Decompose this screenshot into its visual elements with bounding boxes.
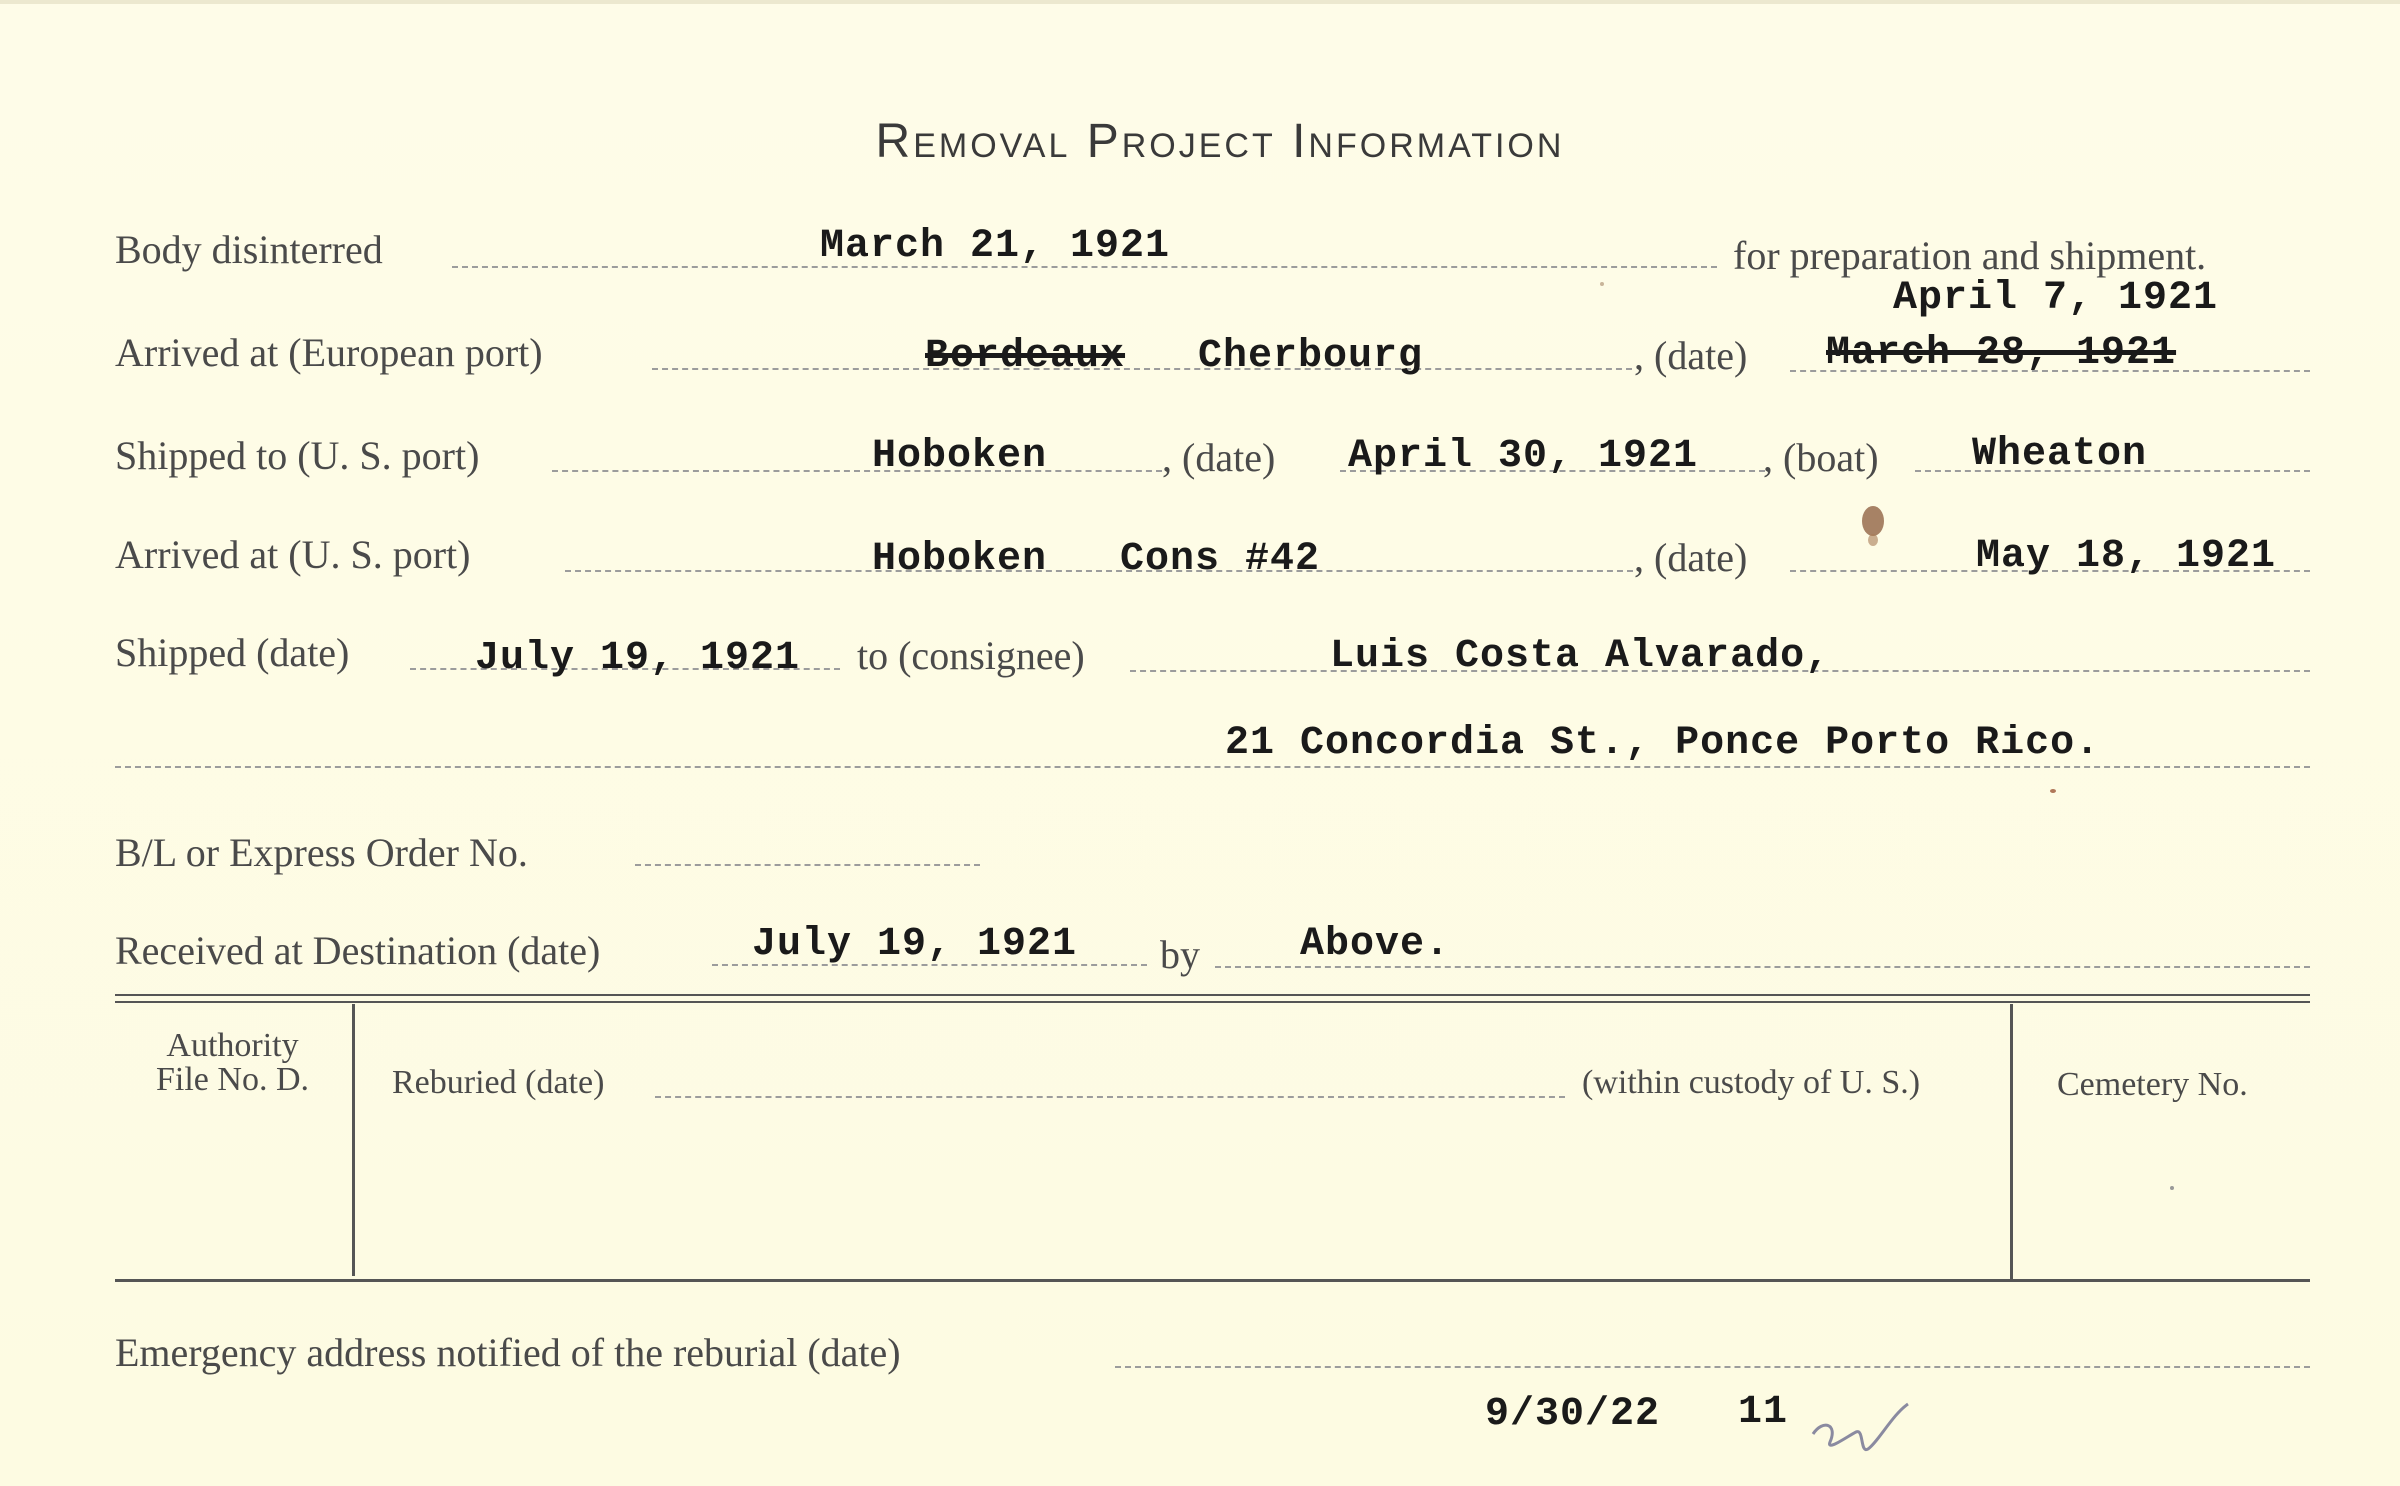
arrived-us-line (565, 570, 1633, 572)
received-label: Received at Destination (date) (115, 928, 601, 973)
shipped-us-boat: Wheaton (1972, 432, 2148, 477)
page-title (0, 114, 2400, 169)
page-title-text: Removal Project Information (875, 115, 1565, 168)
consignee-address: 21 Concordia St., Ponce Porto Rico. (1225, 721, 2101, 766)
arrived-us-note: Cons #42 (1120, 537, 1321, 582)
authority-cell (115, 1029, 350, 1097)
table-top-rule-2 (115, 1001, 2310, 1003)
received-by: Above. (1300, 922, 1451, 967)
authority-line2: File No. D. (156, 1061, 309, 1098)
body-disinterred-suffix: for preparation and shipment. (1733, 233, 2207, 278)
received-date: July 19, 1921 (752, 922, 1078, 967)
arrived-us-port: Hoboken (872, 537, 1048, 582)
shipped-us-boat-label: , (boat) (1763, 435, 1879, 480)
arrived-european-port: Cherbourg (1198, 334, 1424, 379)
arrived-european-date-struck: March 28, 1921 (1826, 331, 2177, 376)
ink-stain (1862, 506, 1884, 536)
cemetery-label: Cemetery No. (2057, 1066, 2248, 1103)
shipped-us-label: Shipped to (U. S. port) (115, 433, 480, 478)
bl-order-line (635, 864, 980, 866)
arrived-european-label: Arrived at (European port) (115, 330, 543, 375)
arrived-european-line (652, 368, 1632, 370)
speck (1600, 282, 1604, 286)
arrived-european-port-struck: Bordeaux (925, 334, 1126, 379)
address-line (115, 766, 2310, 768)
shipped-label: Shipped (date) (115, 630, 350, 675)
table-bottom-rule (115, 1279, 2310, 1282)
table-divider-left (352, 1004, 355, 1276)
table-divider-right (2010, 1004, 2013, 1279)
custody-label: (within custody of U. S.) (1582, 1064, 1921, 1101)
reburied-line (655, 1096, 1565, 1098)
handwritten-initials (1808, 1394, 1918, 1464)
shipped-us-date-label: , (date) (1162, 435, 1276, 480)
arrived-european-date-label: , (date) (1634, 333, 1748, 378)
arrived-european-date-above: April 7, 1921 (1893, 276, 2219, 321)
shipped-consignee: Luis Costa Alvarado, (1330, 634, 1831, 679)
footer-code: 11 (1738, 1390, 1789, 1435)
emergency-line (1115, 1366, 2310, 1368)
footer-date: 9/30/22 (1485, 1392, 1661, 1437)
authority-line1: Authority (166, 1027, 299, 1064)
shipped-consignee-label: to (consignee) (857, 633, 1085, 678)
received-by-label: by (1160, 932, 1200, 977)
speck (2050, 789, 2056, 793)
shipped-us-date: April 30, 1921 (1348, 434, 1699, 479)
shipped-us-line (552, 470, 1162, 472)
arrived-us-date: May 18, 1921 (1976, 534, 2277, 579)
ink-stain-small (1868, 534, 1878, 546)
shipped-date: July 19, 1921 (475, 636, 801, 681)
arrived-us-date-label: , (date) (1634, 535, 1748, 580)
emergency-label: Emergency address notified of the reburial (date) (115, 1330, 901, 1375)
reburied-label: Reburied (date) (392, 1064, 605, 1101)
shipped-us-port: Hoboken (872, 434, 1048, 479)
body-disinterred-label: Body disinterred (115, 227, 383, 272)
body-disinterred-value: March 21, 1921 (820, 224, 1171, 269)
bl-order-label: B/L or Express Order No. (115, 830, 528, 875)
table-top-rule (115, 994, 2310, 996)
arrived-us-label: Arrived at (U. S. port) (115, 532, 471, 577)
speck (2170, 1186, 2174, 1190)
